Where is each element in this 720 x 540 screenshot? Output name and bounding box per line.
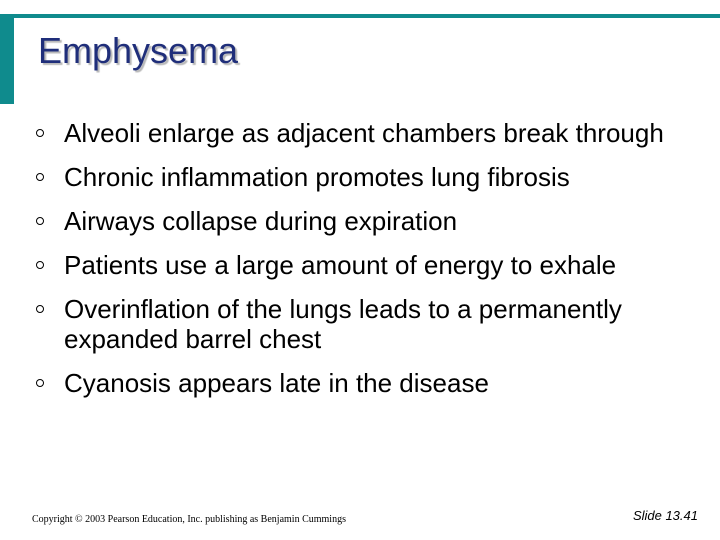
bullet-item <box>36 206 696 236</box>
bullet-item <box>36 118 696 148</box>
accent-bar-horizontal <box>14 14 720 18</box>
bullet-text: Airways collapse during expiration <box>64 206 458 236</box>
bullet-circle-icon <box>36 173 44 181</box>
bullet-circle-icon <box>36 129 44 137</box>
bullet-text: Overinflation of the lungs leads to a permanently expanded barrel chest <box>64 294 622 354</box>
bullet-circle-icon <box>36 305 44 313</box>
bullet-circle-icon <box>36 217 44 225</box>
bullet-item <box>36 294 696 354</box>
slide-number: Slide 13.41 <box>632 508 698 523</box>
bullet-item <box>36 162 696 192</box>
bullet-text: Alveoli enlarge as adjacent chambers break through <box>64 118 664 148</box>
copyright-notice: Copyright © 2003 Pearson Education, Inc. publishing as Benjamin Cummings <box>32 514 346 525</box>
bullet-list <box>36 118 696 412</box>
bullet-text: Cyanosis appears late in the disease <box>64 368 489 398</box>
accent-bar-vertical <box>0 14 14 104</box>
bullet-text: Chronic inflammation promotes lung fibrosis <box>64 162 570 192</box>
bullet-item <box>36 368 696 398</box>
bullet-circle-icon <box>36 261 44 269</box>
slide-title: Emphysema <box>38 30 239 71</box>
bullet-circle-icon <box>36 379 44 387</box>
bullet-item <box>36 250 696 280</box>
bullet-text: Patients use a large amount of energy to exhale <box>64 250 617 280</box>
